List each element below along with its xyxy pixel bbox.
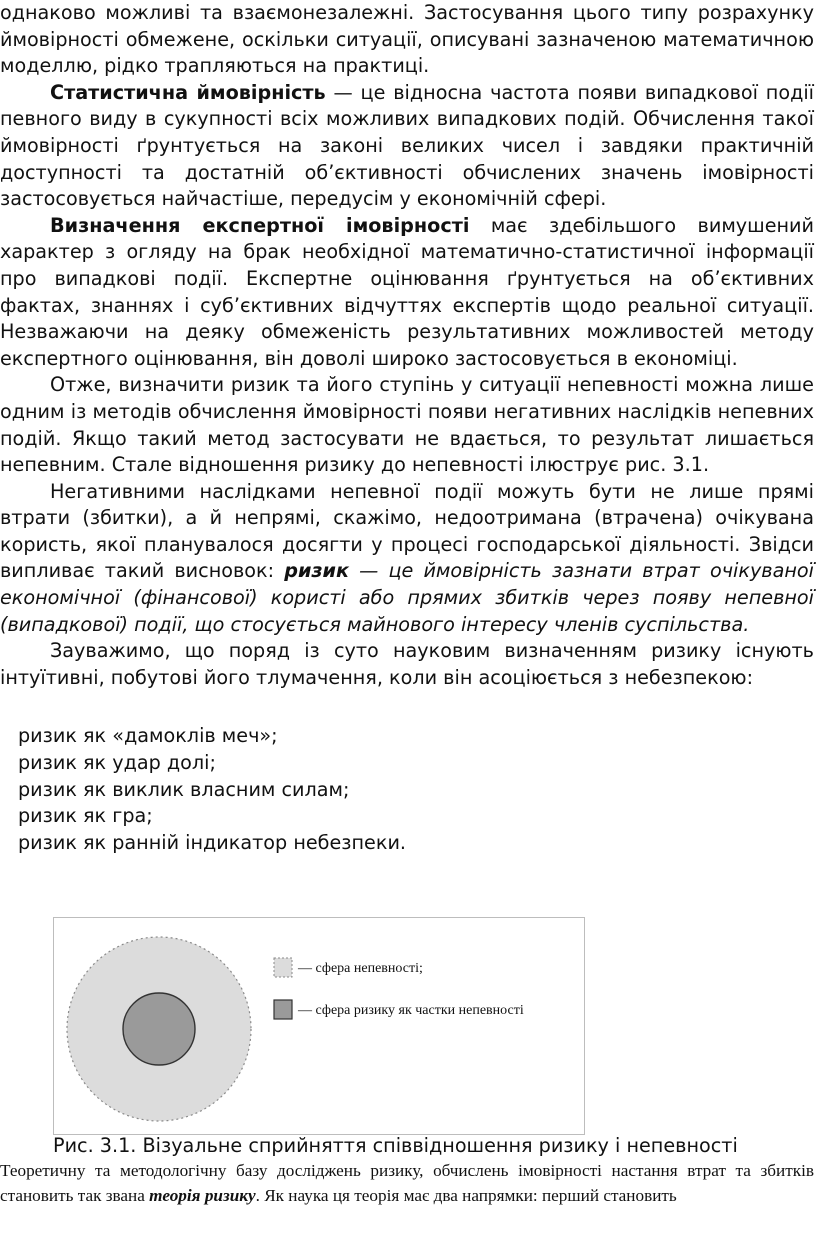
paragraph-text: Теоретичну та методологічну базу досліджень ризику, обчислень імовірності настання втрат та збитків становить так звана — [0, 1161, 814, 1206]
risk-definition: — це ймовірність зазнати втрат очікуваної економічної (фінансової) користі або прямих збитків через появу непевної (випадкової) події, що стосується майнового інтересу членів суспільства. — [0, 559, 814, 636]
legend-label-uncertainty: — сфера непевності; — [298, 961, 423, 976]
list-item: ризик як ранній індикатор небезпеки. — [18, 830, 407, 854]
figure-risk-uncertainty — [53, 917, 585, 1135]
list-item: ризик як удар долі; — [18, 751, 216, 775]
paragraph-text: . Як наука ця теорія має два напрямки: перший становить — [255, 1186, 677, 1206]
legend-swatch-uncertainty — [274, 958, 292, 977]
list-item: ризик як «дамоклів меч»; — [18, 724, 278, 748]
term-risk-theory: теорія ризику — [149, 1186, 256, 1206]
legend-swatch-risk — [274, 1000, 292, 1019]
paragraph: однаково можливі та взаємонезалежні. Застосування цього типу розрахунку ймовірності обмежене, оскільки ситуації, описувані зазначеною математичною моделлю, рідко трапляються на практиці. — [0, 1, 814, 78]
paragraph — [0, 1158, 814, 1208]
term-expert-probability: Визначення експертної імовірності — [50, 213, 470, 237]
figure-diagram — [54, 918, 584, 1134]
paragraph-text: має здебільшого вимушений характер з огляду на брак необхідної математично-статистичної інформації про випадкові події. Експертне оцінювання ґрунтується на об’єктивних фактах, знаннях і суб’єктивних відчуттях експертів щодо реальної ситуації. Незважаючи на деяку обмеженість результативних можливостей методу експертного оцінювання, він доволі широко застосовується в економіці. — [0, 213, 814, 370]
paragraph: Зауважимо, що поряд із суто науковим визначенням ризику існують інтуїтивні, побутові його тлумачення, коли він асоціюється з небезпекою: — [0, 639, 814, 689]
paragraph — [0, 80, 814, 213]
risk-interpretations-list — [0, 723, 814, 856]
paragraph — [0, 479, 814, 639]
figure-caption: Рис. 3.1. Візуальне сприйняття співвідношення ризику і непевності — [53, 1134, 738, 1157]
paragraph: Отже, визначити ризик та його ступінь у ситуації непевності можна лише одним із методів обчислення ймовірності появи негативних наслідків непевних подій. Якщо такий метод застосувати не вдається, то результат лишається непевним. Стале відношення ризику до непевності ілюструє рис. 3.1. — [0, 373, 814, 477]
term-risk: ризик — [284, 559, 350, 583]
list-item: ризик як гра; — [18, 804, 153, 828]
paragraph — [0, 213, 814, 373]
paragraph-text: — це відносна частота появи випадкової події певного виду в сукупності всіх можливих випадкових подій. Обчислення такої ймовірності ґрунтується на законі великих чисел і завдяки практичній доступності та достатній об’єктивності обчислених значень імовірності застосовується найчастіше, передусім у економічній сфері. — [0, 80, 815, 211]
paragraph-text: Негативними наслідками непевної події можуть бути не лише прямі втрати (збитки), а й непрямі, скажімо, недоотримана (втрачена) очікувана користь, якої планувалося досягти у процесі господарської діяльності. Звідси випливає такий висновок: — [0, 479, 814, 583]
legend-label-risk: — сфера ризику як частки непевності — [298, 1003, 524, 1018]
list-item: ризик як виклик власним силам; — [18, 777, 350, 801]
term-statistical-probability: Статистична ймовірність — [50, 80, 326, 104]
risk-sphere — [123, 993, 195, 1065]
continuation-text — [0, 1158, 814, 1208]
